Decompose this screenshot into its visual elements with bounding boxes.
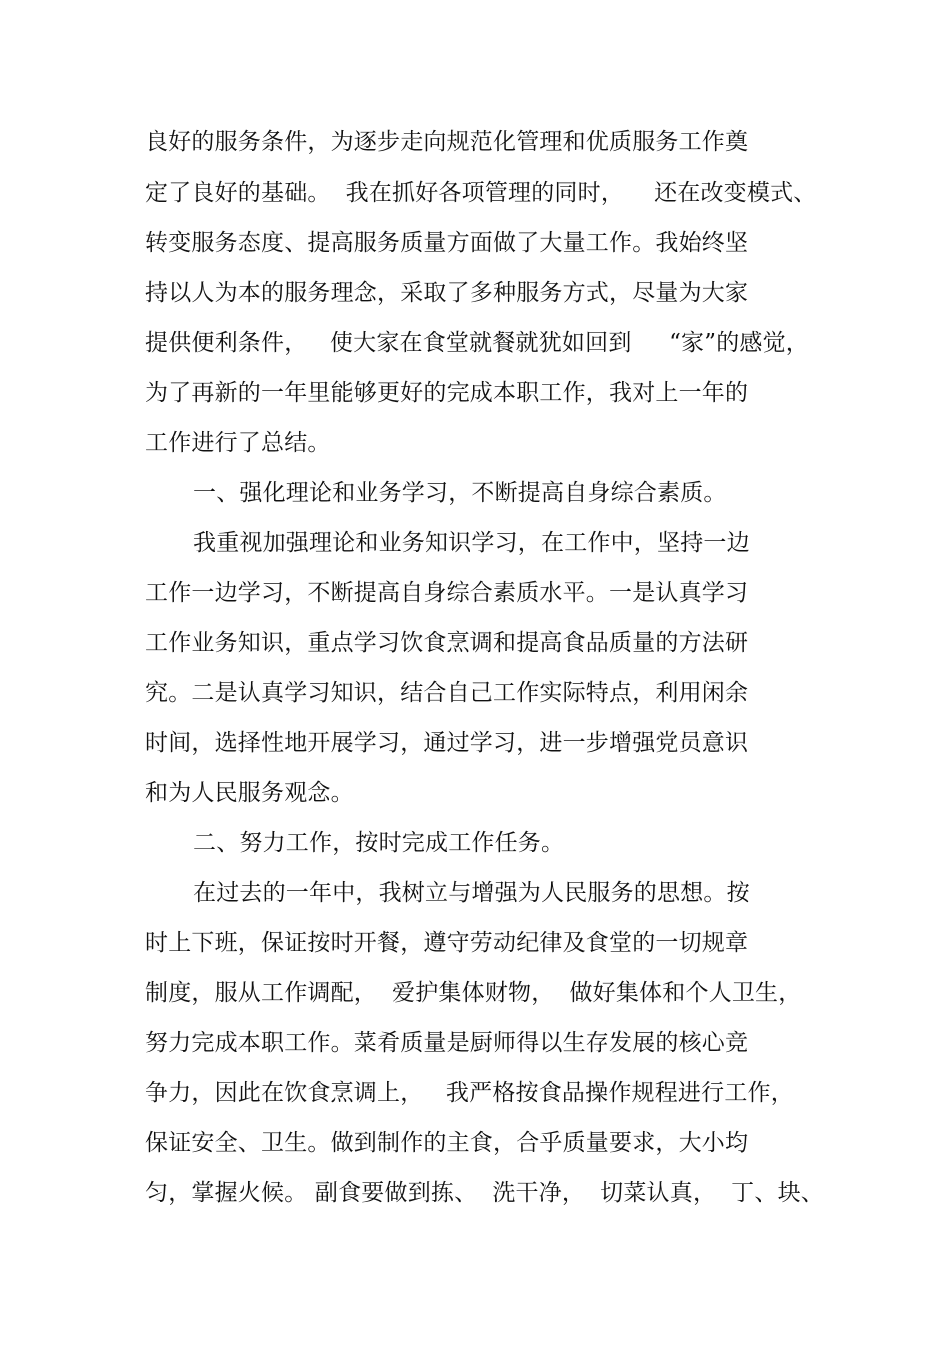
text-line: 为了再新的一年里能够更好的完成本职工作，我对上一年的 xyxy=(145,380,749,406)
text-line: 匀，掌握火候。 副食要做到拣、 洗干净， 切菜认真， 丁、块、 xyxy=(145,1180,824,1206)
section-heading: 二、努力工作，按时完成工作任务。 xyxy=(193,830,565,856)
text-line: 工作进行了总结。 xyxy=(145,430,331,456)
text-line: 时间，选择性地开展学习，通过学习，进一步增强党员意识 xyxy=(145,730,749,756)
text-line: 争力，因此在饮食烹调上， 我严格按食品操作规程进行工作， xyxy=(145,1080,794,1106)
text-line: 和为人民服务观念。 xyxy=(145,780,354,806)
text-line: 制度，服从工作调配， 爱护集体财物， 做好集体和个人卫生， xyxy=(145,980,802,1006)
text-line: 努力完成本职工作。菜肴质量是厨师得以生存发展的核心竞 xyxy=(145,1030,749,1056)
text-line: 提供便利条件， 使大家在食堂就餐就犹如回到 “家”的感觉， xyxy=(145,330,810,356)
text-line: 时上下班，保证按时开餐，遵守劳动纪律及食堂的一切规章 xyxy=(145,930,749,956)
text-line: 工作一边学习，不断提高自身综合素质水平。一是认真学习 xyxy=(145,580,749,606)
text-line: 保证安全、卫生。做到制作的主食，合乎质量要求，大小均 xyxy=(145,1130,749,1156)
text-line: 究。二是认真学习知识，结合自己工作实际特点，利用闲余 xyxy=(145,680,749,706)
text-line: 转变服务态度、提高服务质量方面做了大量工作。我始终坚 xyxy=(145,230,749,256)
text-line: 在过去的一年中，我树立与增强为人民服务的思想。按 xyxy=(193,880,750,906)
text-line: 良好的服务条件，为逐步走向规范化管理和优质服务工作奠 xyxy=(145,129,749,155)
section-heading: 一、强化理论和业务学习，不断提高自身综合素质。 xyxy=(193,480,727,506)
text-line: 定了良好的基础。 我在抓好各项管理的同时， 还在改变模式、 xyxy=(145,180,817,206)
text-line: 我重视加强理论和业务知识学习，在工作中，坚持一边 xyxy=(193,530,750,556)
text-line: 工作业务知识，重点学习饮食烹调和提高食品质量的方法研 xyxy=(145,630,749,656)
text-line: 持以人为本的服务理念，采取了多种服务方式，尽量为大家 xyxy=(145,280,749,306)
